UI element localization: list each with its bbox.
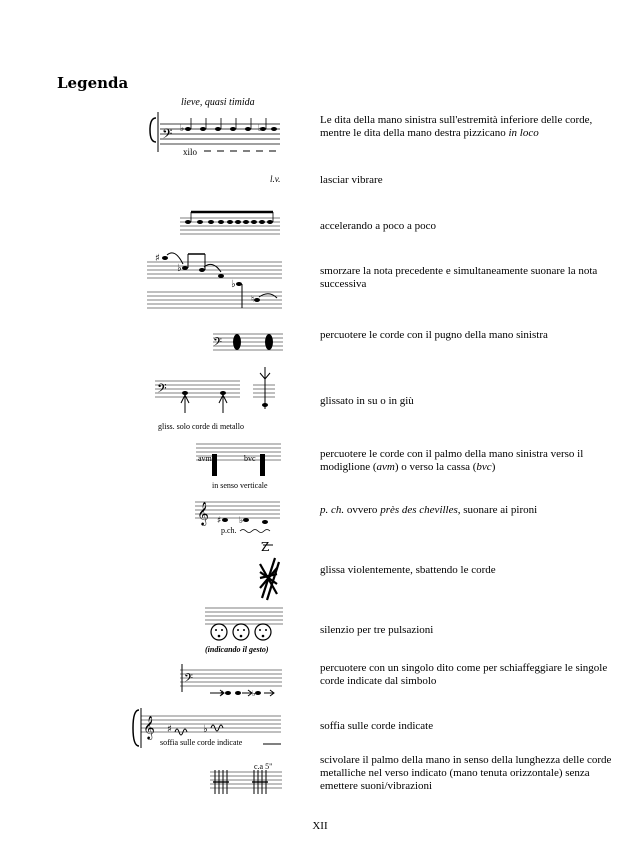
- silent-gesture-notation-icon: [205, 606, 283, 656]
- entry-description: Le dita della mano sinistra sull'estremità inferiore delle corde, mentre le dita della mano destra pizzicano in loco: [320, 114, 593, 140]
- svg-text:𝄞: 𝄞: [143, 715, 155, 739]
- entry-description: silenzio per tre pulsazioni: [320, 624, 434, 636]
- duration-label: c.a 5": [254, 762, 273, 771]
- svg-text:♭: ♭: [177, 263, 182, 274]
- entry-description: percuotere con un singolo dito come per schiaffeggiare le singole corde indicate dal simbolo: [320, 662, 608, 688]
- svg-text:𝄢: 𝄢: [162, 126, 173, 145]
- violent-glissando-notation-icon: [255, 538, 285, 603]
- gesture-label: (indicando il gesto): [205, 645, 269, 654]
- svg-text:♭: ♭: [239, 516, 244, 526]
- svg-text:♯: ♯: [220, 689, 224, 698]
- entry-description: glissato in su o in giù: [320, 395, 414, 407]
- damping-notes-notation-icon: [147, 250, 282, 315]
- avm-label: avm: [198, 454, 212, 463]
- page-title: Legenda: [57, 74, 129, 92]
- vertical-label: in senso verticale: [212, 481, 268, 490]
- svg-text:♭: ♭: [258, 124, 263, 134]
- svg-text:♭: ♭: [252, 689, 256, 698]
- xilo-label: xilo: [183, 147, 198, 157]
- gliss-label: gliss. solo corde di metallo: [158, 422, 244, 431]
- finger-slap-notation-icon: [180, 660, 282, 700]
- expression-label: lieve, quasi timida: [181, 97, 255, 108]
- svg-text:♮: ♮: [251, 295, 255, 305]
- svg-text:♯: ♯: [167, 724, 172, 735]
- entry-description: glissa violentemente, sbattendo le corde: [320, 564, 496, 576]
- svg-text:♯: ♯: [217, 516, 222, 526]
- svg-text:𝄞: 𝄞: [197, 501, 209, 525]
- entry-description: percuotere le corde con il palmo della mano sinistra verso il modiglione (avm) o verso la cassa (bvc): [320, 448, 584, 474]
- entry-description: p. ch. ovvero près des chevilles, suonare ai pironi: [320, 504, 538, 516]
- blow-strings-notation-icon: [133, 706, 283, 754]
- svg-text:𝄢: 𝄢: [184, 672, 194, 688]
- palm-slide-notation-icon: [210, 752, 282, 802]
- svg-text:♯: ♯: [155, 253, 160, 264]
- svg-text:Z: Z: [261, 540, 270, 554]
- entry-description: scivolare il palmo della mano in senso della lunghezza delle corde metalliche nel verso indicato (mano tenuta orizzontale) senza emettere suoni/vibrazioni: [320, 754, 612, 793]
- entry-description: soffia sulle corde indicate: [320, 720, 434, 732]
- svg-text:♭: ♭: [231, 279, 236, 290]
- entry-description: smorzare la nota precedente e simultaneamente suonare la nota successiva: [320, 265, 598, 291]
- page-number: XII: [312, 820, 328, 832]
- entry-description: lasciar vibrare: [320, 174, 383, 186]
- pch-label: p.ch.: [221, 526, 237, 535]
- xylophone-effect-notation-icon: [148, 97, 283, 160]
- svg-text:♭: ♭: [203, 724, 208, 735]
- svg-text:𝄢: 𝄢: [157, 381, 167, 399]
- bvc-label: bvc: [244, 454, 256, 463]
- glissando-arrows-notation-icon: [155, 365, 280, 435]
- fist-strike-notation-icon: [213, 328, 283, 356]
- svg-text:𝄢: 𝄢: [213, 336, 223, 352]
- palm-strike-notation-icon: [196, 438, 281, 488]
- entry-description: percuotere le corde con il pugno della mano sinistra: [320, 329, 548, 341]
- laissez-vibrer-mark-icon: l.v.: [270, 174, 281, 184]
- entry-description: accelerando a poco a poco: [320, 220, 437, 232]
- blow-label: soffia sulle corde indicate: [160, 738, 243, 747]
- accelerando-beam-notation-icon: [180, 208, 280, 238]
- pres-des-chevilles-notation-icon: [195, 496, 280, 538]
- svg-text:♭: ♭: [180, 124, 185, 134]
